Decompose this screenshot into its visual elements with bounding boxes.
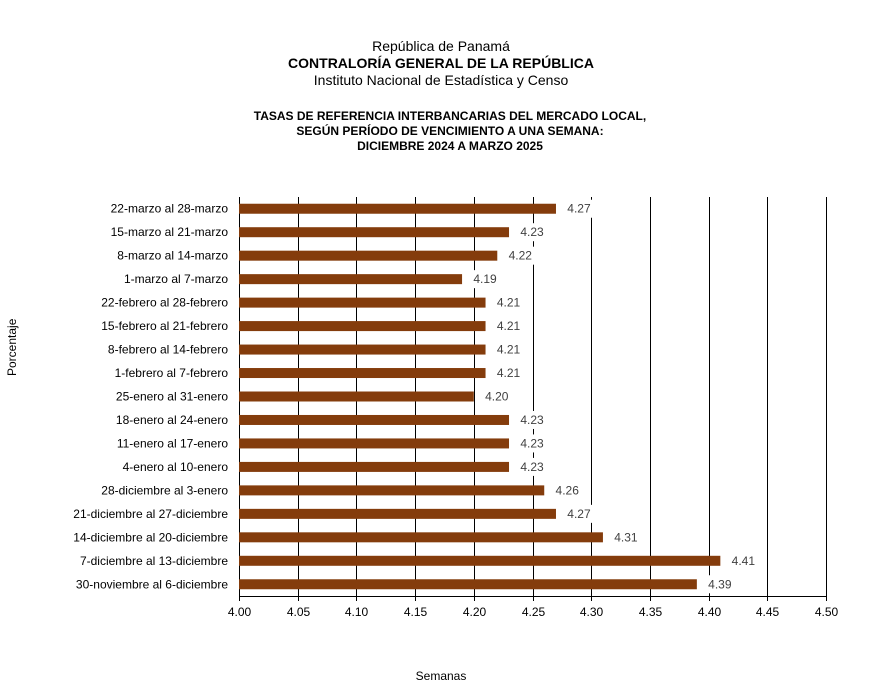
bar-8 <box>239 392 474 402</box>
x-tick-label-5: 4.25 <box>521 605 546 619</box>
data-label-12: 4.26 <box>555 483 579 498</box>
x-tick-label-6: 4.30 <box>579 605 604 619</box>
bar-0 <box>239 204 556 214</box>
category-label-10: 11-enero al 17-enero <box>116 436 228 451</box>
bar-16 <box>239 579 697 589</box>
data-label-15: 4.41 <box>731 553 756 568</box>
x-tick-label-7: 4.35 <box>638 605 663 619</box>
chart-title-line-2: SEGÚN PERÍODO DE VENCIMIENTO A UNA SEMANA: <box>296 124 604 138</box>
data-label-7: 4.21 <box>496 366 521 381</box>
x-tick-label-3: 4.15 <box>403 605 428 619</box>
data-label-3: 4.19 <box>473 272 497 287</box>
bar-11 <box>239 462 509 472</box>
data-label-11: 4.23 <box>520 459 544 474</box>
bar-5 <box>239 321 486 331</box>
data-label-4: 4.21 <box>496 295 521 310</box>
x-tick-label-1: 4.05 <box>286 605 311 619</box>
x-tick-label-0: 4.00 <box>227 605 252 619</box>
organization-header: CONTRALORÍA GENERAL DE LA REPÚBLICA <box>288 55 594 71</box>
x-axis-label: Semanas <box>415 669 467 683</box>
data-label-1: 4.23 <box>520 225 544 240</box>
bar-13 <box>239 509 556 519</box>
bar-6 <box>239 345 486 355</box>
category-label-6: 8-febrero al 14-febrero <box>107 342 228 357</box>
x-tick-label-8: 4.40 <box>697 605 722 619</box>
category-label-8: 25-enero al 31-enero <box>115 389 228 404</box>
x-tick-label-2: 4.10 <box>344 605 369 619</box>
category-label-3: 1-marzo al 7-marzo <box>123 272 228 287</box>
data-label-6: 4.21 <box>496 342 521 357</box>
data-label-10: 4.23 <box>520 436 544 451</box>
country-header: República de Panamá <box>372 38 510 54</box>
data-label-2: 4.22 <box>508 248 532 263</box>
category-label-7: 1-febrero al 7-febrero <box>114 366 228 381</box>
x-tick-label-4: 4.20 <box>462 605 487 619</box>
y-axis-label: Porcentaje <box>5 318 19 376</box>
category-label-12: 28-diciembre al 3-enero <box>101 483 228 498</box>
bar-12 <box>239 485 544 495</box>
bar-1 <box>239 227 509 237</box>
data-label-8: 4.20 <box>485 389 509 404</box>
bar-9 <box>239 415 509 425</box>
category-label-1: 15-marzo al 21-marzo <box>110 225 228 240</box>
category-label-11: 4-enero al 10-enero <box>122 459 228 474</box>
bar-14 <box>239 532 603 542</box>
bar-2 <box>239 251 497 261</box>
data-label-5: 4.21 <box>496 319 521 334</box>
bar-15 <box>239 556 720 566</box>
data-label-16: 4.39 <box>708 577 732 592</box>
x-tick-label-9: 4.45 <box>755 605 780 619</box>
category-label-13: 21-diciembre al 27-diciembre <box>73 506 228 521</box>
data-label-9: 4.23 <box>520 412 544 427</box>
data-label-0: 4.27 <box>567 201 591 216</box>
category-label-9: 18-enero al 24-enero <box>115 412 228 427</box>
category-label-5: 15-febrero al 21-febrero <box>101 319 228 334</box>
data-label-13: 4.27 <box>567 506 591 521</box>
x-tick-label-10: 4.50 <box>814 605 839 619</box>
category-label-4: 22-febrero al 28-febrero <box>101 295 228 310</box>
category-label-16: 30-noviembre al 6-diciembre <box>75 577 228 592</box>
bar-3 <box>239 274 462 284</box>
data-label-14: 4.31 <box>614 530 638 545</box>
category-label-14: 14-diciembre al 20-diciembre <box>73 530 228 545</box>
category-label-15: 7-diciembre al 13-diciembre <box>79 553 228 568</box>
institute-header: Instituto Nacional de Estadística y Censo <box>313 72 569 88</box>
chart-title-line-3: DICIEMBRE 2024 A MARZO 2025 <box>357 139 543 153</box>
chart-title-line-1: TASAS DE REFERENCIA INTERBANCARIAS DEL MERCADO LOCAL, <box>253 109 647 123</box>
category-label-0: 22-marzo al 28-marzo <box>110 201 228 216</box>
category-label-2: 8-marzo al 14-marzo <box>117 248 228 263</box>
bar-10 <box>239 438 509 448</box>
bar-4 <box>239 298 486 308</box>
bar-7 <box>239 368 486 378</box>
